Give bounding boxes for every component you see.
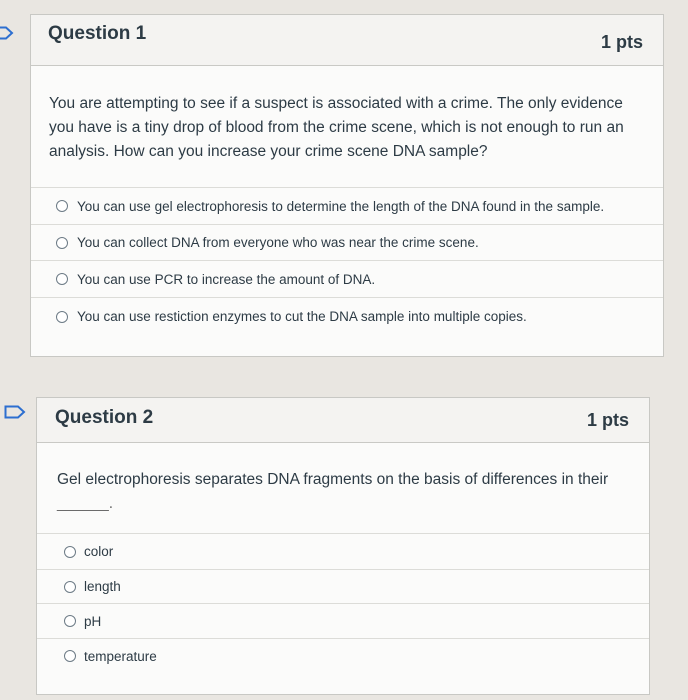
question-title: Question 2 xyxy=(55,407,154,428)
question-1-card xyxy=(30,14,664,357)
answer-option[interactable] xyxy=(31,297,663,335)
answer-option[interactable] xyxy=(37,638,649,673)
answer-option[interactable] xyxy=(31,260,663,297)
answer-option[interactable] xyxy=(37,603,649,638)
answer-label: color xyxy=(84,544,114,559)
radio-button[interactable] xyxy=(56,273,68,285)
question-text-main: Gel electrophoresis separates DNA fragments on the basis of differences in their xyxy=(57,471,609,488)
answer-label: length xyxy=(84,579,121,594)
answer-option[interactable] xyxy=(37,569,649,603)
question-text: You are attempting to see if a suspect is associated with a crime. The only evidence you have is a tiny drop of blood from the crime scene, which is not enough to run an analysis. How can you increase your crime scene DNA sample? xyxy=(49,95,624,160)
radio-button[interactable] xyxy=(56,237,68,249)
answer-label: pH xyxy=(84,613,102,629)
question-2-card xyxy=(36,397,650,695)
answer-label: temperature xyxy=(84,648,157,664)
question-points: 1 pts xyxy=(600,32,643,52)
radio-button[interactable] xyxy=(64,546,76,558)
radio-button[interactable] xyxy=(64,581,76,593)
answer-option[interactable] xyxy=(37,533,649,569)
answer-label: You can use PCR to increase the amount of DNA. xyxy=(77,271,376,287)
question-title: Question 1 xyxy=(48,23,147,44)
question-1-header xyxy=(31,15,663,66)
radio-button[interactable] xyxy=(56,200,68,212)
answer-option[interactable] xyxy=(31,187,663,224)
answer-label: You can use gel electrophoresis to determine the length of the DNA found in the sample. xyxy=(77,198,605,214)
question-points: 1 pts xyxy=(586,410,629,430)
flag-question-icon[interactable] xyxy=(4,405,26,419)
question-blank: ______. xyxy=(57,495,114,512)
flag-question-icon[interactable] xyxy=(0,26,14,40)
radio-button[interactable] xyxy=(64,615,76,627)
radio-button[interactable] xyxy=(56,311,68,323)
radio-button[interactable] xyxy=(64,650,76,662)
question-text xyxy=(57,468,617,516)
answer-option[interactable] xyxy=(31,224,663,260)
answer-label: You can collect DNA from everyone who was near the crime scene. xyxy=(77,235,479,250)
answer-label: You can use restiction enzymes to cut the DNA sample into multiple copies. xyxy=(77,309,527,324)
question-2-header xyxy=(37,398,649,443)
